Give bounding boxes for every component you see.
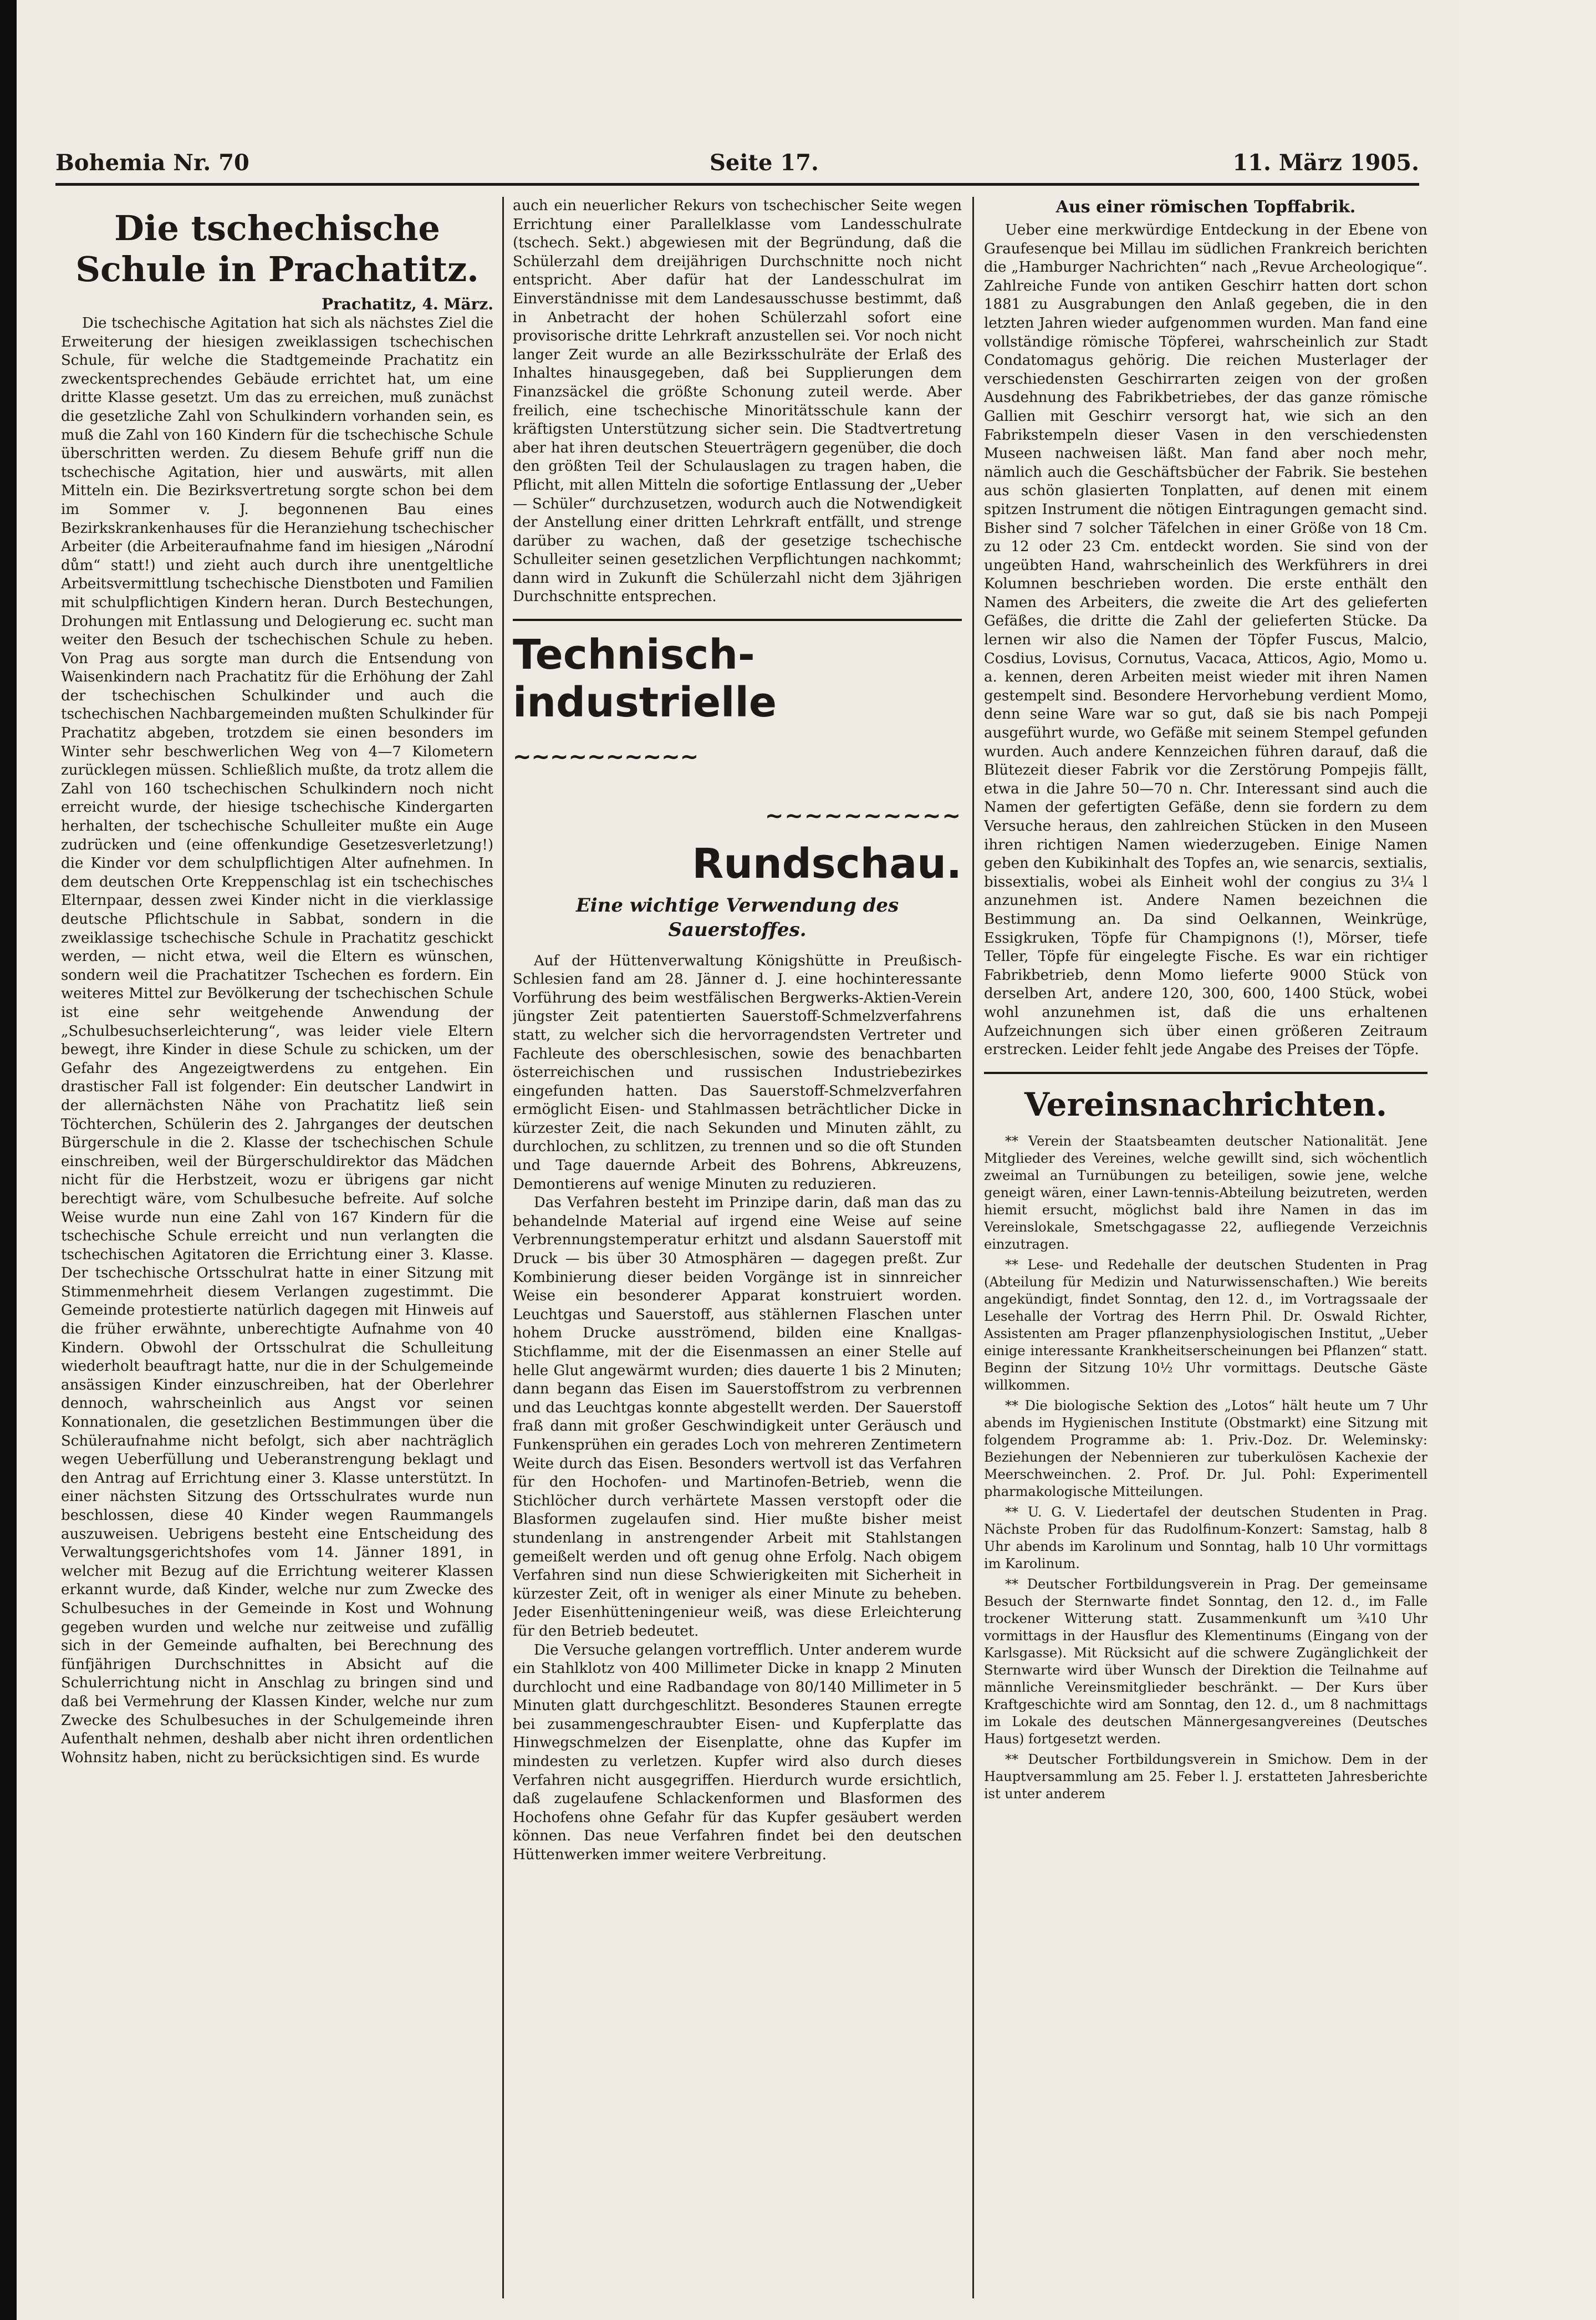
notice-text: ** Verein der Staatsbeamten deutscher Nationalität. Jene Mitglieder des Vereines, welche gewillt sind, sich wöchentlich zweimal an Turnübungen zu beteiligen, sowie jene, welche geneigt wären, einer Lawn-tennis-Abteilung beizutreten, werden hiemit ersucht, möglichst bald ihre Namen in das im Vereinslokale, Smetschgagasse 22, aufliegende Verzeichnis einzutragen. xyxy=(984,1133,1427,1252)
notice-text: ** Deutscher Fortbildungsverein in Prag. Der gemeinsame Besuch der Sternwarte findet Sonntag, den 12. d., im Falle trockener Witterung statt. Zusammenkunft um ¾10 Uhr vormittags in der Hausflur des Klementinums (Eingang von der Karlsgasse). Mit Rücksicht auf die schwere Zugänglichkeit der Sternwarte wird über Wunsch der Direktion die Teilnahme auf männliche Vereinsmitglieder beschränkt. — Der Kurs über Kraftgeschichte wird am Sonntag, den 12. d., um 8 nachmittags im Lokale des deutschen Männergesangvereines (Deutsches Haus) fortgesetzt werden. xyxy=(984,1576,1427,1747)
article-paragraph: Die tschechische Agitation hat sich als nächstes Ziel die Erweiterung der hiesigen zweiklassigen tschechischen Schule, für welche die Stadtgemeinde Prachatitz ein zweckentsprechendes Gebäude errichtet hat, um eine dritte Klasse gesetzt. Um das zu erreichen, muß zunächst die gesetzliche Zahl von Schulkindern vorhanden sein, es muß die Zahl von 160 Kindern für die tschechische Schule überschritten werden. Zu diesem Behufe griff nun die tschechische Agitation, hier und auswärts, mit allen Mitteln ein. Die Bezirksvertretung sorgte schon bei dem im Sommer v. J. begonnenen Bau eines Bezirkskrankenhauses für die Heranziehung tschechischer Arbeiter (die Arbeiteraufnahme fand im hiesigen „Národní dům“ statt!) und zieht auch durch ihre unentgeltliche Arbeitsvermittlung tschechische Dienstboten und Familien mit schulpflichtigen Kindern heran. Durch Bestechungen, Drohungen mit Entlassung und Delogierung ec. sucht man weiter den Besuch der tschechischen Schule zu heben. Von Prag aus sorgte man durch die Entsendung von Waisenkindern nach Prachatitz für die Erhöhung der Zahl der tschechischen Schulkinder und auch die tschechischen Nachbargemeinden mußten Schulkinder für Prachatitz abgeben, trotzdem sie einen besonders im Winter sehr beschwerlichen Weg von 4—7 Kilometern zurücklegen müssen. Schließlich mußte, da trotz allem die Zahl von 160 tschechischen Schulkindern noch nicht erreicht wurde, der hiesige tschechische Kindergarten herhalten, der tschechische Schulleiter mußte ein Auge zudrücken und (eine offenkundige Gesetzesverletzung!) die Kinder vor dem schulpflichtigen Alter aufnehmen. In dem deutschen Orte Kreppenschlag ist ein tschechisches Elternpaar, dessen zwei Kinder nicht in die vierklassige deutsche Pflichtschule in Sabbat, sondern in die zweiklassige tschechische Schule in Prachatitz geschickt werden, — nicht etwa, weil die Eltern es wünschen, sondern weil die Prachatitzer Tschechen es fordern. Ein weiteres Mittel zur Bevölkerung der tschechischen Schule ist eine sehr weitgehende Anwendung der „Schulbesuchserleichterung“, was leider viele Eltern bewegt, ihre Kinder in diese Schule zu schicken, um der Gefahr des Angezeigtwerdens zu entgehen. Ein drastischer Fall ist folgender: Ein deutscher Landwirt in der allernächsten Nähe von Prachatitz ließ sein Töchterchen, Schülerin des 2. Jahrganges der deutschen Bürgerschule in die 2. Klasse der tschechischen Schule einschreiben, weil der Bürgerschuldirektor das Mädchen nicht für die Herbstzeit, wozu er übrigens gar nicht berechtigt wäre, vom Schulbesuche befreite. Auf solche Weise wurde nun eine Zahl von 167 Kindern für die tschechische Schule erreicht und nun verlangten die tschechischen Agitatoren die Errichtung einer 3. Klasse. Der tschechische Ortsschulrat hatte in einer Sitzung mit Stimmenmehrheit diesem Verlangen zugestimmt. Die Gemeinde protestierte natürlich dagegen mit Hinweis auf die früher erwähnte, unberechtigte Aufnahme von 40 Kindern. Obwohl der Ortsschulrat die Schulleitung wiederholt beauftragt hatte, nur die in der Schulgemeinde ansässigen Kinder einzuschreiben, hat der Oberlehrer dennoch, wahrscheinlich aus Angst vor seinen Konnationalen, die gesetzlichen Bestimmungen über die Schüleraufnahme nicht befolgt, sich aber nachträglich wegen Ueberfüllung und Ueberanstrengung beklagt und den Antrag auf Errichtung einer 3. Klasse unterstützt. In einer nächsten Sitzung des Ortsschulrates wurde nun beschlossen, diese 40 Kinder wegen Raummangels auszuweisen. Uebrigens besteht eine Entscheidung des Verwaltungsgerichtshofes vom 14. Jänner 1891, in welcher mit Bezug auf die Errichtung weiterer Klassen erkannt wurde, daß Kinder, welche nur zum Zwecke des Schulbesuches in der Gemeinde in Kost und Wohnung gegeben wurden und welche nur zeitweise und zufällig sich in der Gemeinde aufhalten, bei Berechnung des fünfjährigen Durchschnittes in Absicht auf die Schulerrichtung nicht in Anschlag zu bringen sind und daß bei Vermehrung der Klassen Kinder, welche nur zum Zwecke des Schulbesuches in der Schulgemeinde ihren Aufenthalt nehmen, deshalb aber nicht ihren ordentlichen Wohnsitz haben, nicht zu berücksichtigen sind. Es wurde xyxy=(61,315,493,1766)
column-1 xyxy=(61,197,493,2298)
page-margin xyxy=(1458,0,1596,2320)
column-rule xyxy=(502,197,504,2298)
notice-entry xyxy=(984,1133,1427,1253)
column-2 xyxy=(513,197,962,2298)
notice-entry xyxy=(984,1256,1427,1394)
rubric-heading xyxy=(513,631,962,781)
page-number: Seite 17. xyxy=(710,150,819,176)
column-rule xyxy=(972,197,974,2298)
notice-text: ** Deutscher Fortbildungsverein in Smichow. Dem in der Hauptversammlung am 25. Feber l. J. erstatteten Jahresberichte ist unter anderem xyxy=(984,1751,1427,1802)
article-title: Aus einer römischen Topffabrik. xyxy=(1055,197,1356,217)
scan-shadow xyxy=(0,0,17,2320)
issue-date: 11. März 1905. xyxy=(1232,150,1419,176)
notice-entry xyxy=(984,1576,1427,1748)
running-head xyxy=(55,150,1419,183)
section-title: Vereinsnachrichten. xyxy=(1024,1085,1388,1123)
article-paragraph: Die Versuche gelangen vortrefflich. Unter anderem wurde ein Stahlklotz von 400 Millimeter Dicke in knapp 2 Minuten durchlocht und eine Radbandage von 80/140 Millimeter in 5 Minuten glatt durchgeschlitzt. Besonderes Staunen erregte bei zusammengeschraubter Eisen- und Kupferplatte das Hinwegschmelzen der Eisenplatte, ohne das Kupfer im mindesten zu verletzen. Kupfer wird also durch dieses Verfahren nicht ausgegriffen. Hierdurch wurde ersichtlich, daß zugelaufene Schlackenformen und Blasformen des Hochofens ohne Gefahr für das Kupfer gesäubert werden können. Das neue Verfahren findet bei den deutschen Hüttenwerken immer weitere Verbreitung. xyxy=(513,1641,962,1864)
rubric-line-1: Technisch-industrielle xyxy=(513,631,777,727)
dateline: Prachatitz, 4. März. xyxy=(322,295,493,313)
rubric-heading-2 xyxy=(513,790,962,887)
rubric-line-2: Rundschau. xyxy=(692,840,962,888)
notice-text: ** U. G. V. Liedertafel der deutschen Studenten in Prag. Nächste Proben für das Rudolfinum-Konzert: Samstag, halb 8 Uhr abends im Karolinum und Sonntag, halb 10 Uhr vormittags im Karolinum. xyxy=(984,1504,1427,1571)
article-paragraph: Das Verfahren besteht im Prinzipe darin, daß man das zu behandelnde Material auf irgend eine Weise auf seine Verbrennungstemperatur erhitzt und alsdann Sauerstoff mit Druck — bis über 30 Atmosphären — dagegen preßt. Zur Kombinierung dieser beiden Vorgänge ist in sinnreicher Weise ein besonderer Apparat konstruiert worden. Leuchtgas und Sauerstoff, aus stählernen Flaschen unter hohem Drucke ausströmend, bilden eine Knallgas-Stichflamme, mit der die Eisenmassen an einer Stelle auf helle Glut angewärmt wurden; dies dauerte 1 bis 2 Minuten; dann begann das Eisen im Sauerstoffstrom zu verbrennen und das Leuchtgas konnte abgestellt werden. Der Sauerstoff fraß dann mit großer Geschwindigkeit unter Geräusch und Funkensprühen ein gerades Loch von mehreren Zentimetern Weite durch das Eisen. Besonders wertvoll ist das Verfahren für den Hochofen- und Martinofen-Betrieb, wenn die Stichlöcher durch verhärtete Massen verstopft oder die Blasformen zugelaufen sind. Hier mußte bisher meist stundenlang in anstrengender Arbeit mit Stahlstangen gemeißelt werden und oft genug ohne Erfolg. Nach obigem Verfahren sind nun diese Schwierigkeiten mit Sicherheit in kürzester Zeit, oft in weniger als einer Minute zu beheben. Jeder Eisenhütteningenieur weiß, was diese Erleichterung für den Betrieb bedeutet. xyxy=(513,1194,962,1640)
ornament: ~~~~~~~~~~ xyxy=(513,744,699,770)
ornament: ~~~~~~~~~~ xyxy=(764,803,962,829)
notice-entry xyxy=(984,1504,1427,1573)
column-3 xyxy=(984,197,1427,2298)
notice-text: ** Lese- und Redehalle der deutschen Studenten in Prag (Abteilung für Medizin und Naturwissenschaften.) Wie bereits angekündigt, findet Sonntag, den 12. d., im Vortragssaale der Lesehalle der Vortrag des Herrn Phil. Dr. Oswald Richter, Assistenten am Prager pflanzenphysiologischen Institut, „Ueber einige interessante Krankheitserscheinungen bei Pflanzen“ statt. Beginn der Sitzung 10½ Uhr vormittags. Deutsche Gäste willkommen. xyxy=(984,1256,1427,1393)
newspaper-page xyxy=(17,0,1458,2320)
section-rule xyxy=(513,619,962,621)
notice-entry xyxy=(984,1397,1427,1500)
section-rule xyxy=(984,1072,1427,1074)
article-paragraph: Auf der Hüttenverwaltung Königshütte in Preußisch-Schlesien fand am 28. Jänner d. J. eine hochinteressante Vorführung des beim westfälischen Bergwerks-Aktien-Verein jüngster Zeit patentierten Sauerstoff-Schmelzverfahrens statt, zu welcher sich die hervorragendsten Vertreter und Fachleute des oberschlesischen, sowie des benachbarten österreichischen und russischen Industriebezirkes eingefunden hatten. Das Sauerstoff-Schmelzverfahren ermöglicht Eisen- und Stahlmassen beträchtlicher Dicke in kürzester Zeit, die nach Sekunden und Minuten zählt, zu durchlochen, zu schlitzen, zu trennen und so die oft Stunden und Tage dauernde Arbeit des Bohrens, Abkreuzens, Demontierens auf wenige Minuten zu reduzieren. xyxy=(513,952,962,1193)
article-continuation: auch ein neuerlicher Rekurs von tschechischer Seite wegen Errichtung einer Parallelklasse vom Landesschulrate (tschech. Sekt.) abgewiesen mit der Begründung, daß die Schülerzahl dem dreijährigen Durchschnitte noch nicht entspricht. Aber dafür hat der Landesschulrat im Einverständnisse mit dem Landesausschusse bestimmt, daß in Anbetracht der hohen Schülerzahl sofort eine provisorische dritte Lehrkraft anzustellen sei. Vor noch nicht langer Zeit wurde an alle Bezirksschulräte der Erlaß des Inhaltes hinausgegeben, daß bei Supplierungen dem Finanzsäckel die größte Schonung zuteil werde. Aber freilich, eine tschechische Minoritätsschule kann der kräftigsten Unterstützung sicher sein. Die Stadtvertretung aber hat ihren deutschen Steuerträgern gegenüber, die doch den größten Teil der Schulauslagen zu tragen haben, die Pflicht, mit allen Mitteln die sofortige Entlassung der „Ueber — Schüler“ durchzusetzen, wodurch auch die Notwendigkeit der Anstellung einer dritten Lehrkraft entfällt, und strenge darüber zu wachen, daß der gesetzige tschechische Schulleiter seinen gesetzlichen Verpflichtungen nachkommt; dann wird in Zukunft die Schülerzahl nicht dem 3jährigen Durchschnitte entsprechen. xyxy=(513,197,962,606)
notice-text: ** Die biologische Sektion des „Lotos“ hält heute um 7 Uhr abends im Hygienischen Institute (Obstmarkt) eine Sitzung mit folgendem Programme ab: 1. Priv.-Doz. Dr. Weleminsky: Beziehungen der Nebennieren zur tuberkulösen Kachexie der Meerschweinchen. 2. Prof. Dr. Jul. Pohl: Experimentell pharmakologische Mitteilungen. xyxy=(984,1397,1427,1499)
header-rule xyxy=(55,183,1419,186)
masthead-issue: Bohemia Nr. 70 xyxy=(55,150,249,176)
article-paragraph: Ueber eine merkwürdige Entdeckung in der Ebene von Graufesenque bei Millau im südlichen Frankreich berichten die „Hamburger Nachrichten“ nach „Revue Archeologique“. Zahlreiche Funde von antiken Geschirr hatten dort schon 1881 zu Ausgrabungen den Anlaß gegeben, die in den letzten Jahren wieder aufgenommen wurden. Man fand eine vollständige römische Töpferei, wahrscheinlich zur Stadt Condatomagus gehörig. Die reichen Musterlager der verschiedensten Geschirrarten zeigen von der großen Ausdehnung des Fabrikbetriebes, der das ganze römische Gallien mit Geschirr versorgt hat, wie sich an den Fabrikstempeln dieser Vasen in den verschiedensten Museen nachweisen läßt. Man fand aber noch mehr, nämlich auch die Geschäftsbücher der Fabrik. Sie bestehen aus schön glasierten Tonplatten, auf denen mit einem spitzen Instrument die nötigen Eintragungen gemacht sind. Bisher sind 7 solcher Täfelchen in einer Größe von 18 Cm. zu 12 oder 23 Cm. entdeckt worden. Sie sind von der ungeübten Hand, wahrscheinlich des Werkführers in drei Kolumnen beschrieben worden. Die erste enthält den Namen des Arbeiters, die zweite die Art des gelieferten Gefäßes, die dritte die Zahl der gelieferten Stücke. Da lernen wir also die Namen der Töpfer Fuscus, Malcio, Cosdius, Lovisus, Cornutus, Vacaca, Atticos, Agio, Momo u. a. kennen, deren Arbeiten meist wieder mit ihren Namen gestempelt sind. Besondere Hervorhebung verdient Momo, denn seine Ware war so gut, daß sie bis nach Pompeji ausgeführt wurde, wo Gefäße mit seinem Stempel gefunden wurden. Auch andere Kennzeichen führen darauf, daß die Blütezeit dieser Fabrik vor die Zerstörung Pompejis fällt, etwa in die Jahre 50—70 n. Chr. Interessant sind auch die Namen der gefertigten Gefäße, denn sie fordern zu dem Versuche heraus, den zahlreichen Stücken in den Museen ihren richtigen Namen wiederzugeben. Einige Namen geben den Kubikinhalt des Topfes an, wie senarcis, sextialis, bissextialis, wobei als Einheit wohl der congius zu 3¼ l anzunehmen ist. Andere Namen bezeichnen die Bestimmung an. Da sind Oelkannen, Weinkrüge, Essigkruken, Töpfe für Champignons (!), Mörser, tiefe Teller, Töpfe für eingelegte Fische. Es war ein richtiger Fabrikbetrieb, denn Momo lieferte 9000 Stück von derselben Art, andere 120, 300, 600, 1400 Stück, wobei wohl anzunehmen ist, daß die uns erhaltenen Aufzeichnungen sich über einen größeren Zeitraum erstrecken. Leider fehlt jede Angabe des Preises der Töpfe. xyxy=(984,222,1427,1059)
article-subhead: Eine wichtige Verwendung des Sauerstoffes. xyxy=(575,894,899,941)
article-title: Die tschechische Schule in Prachatitz. xyxy=(75,208,479,289)
notice-entry xyxy=(984,1751,1427,1803)
